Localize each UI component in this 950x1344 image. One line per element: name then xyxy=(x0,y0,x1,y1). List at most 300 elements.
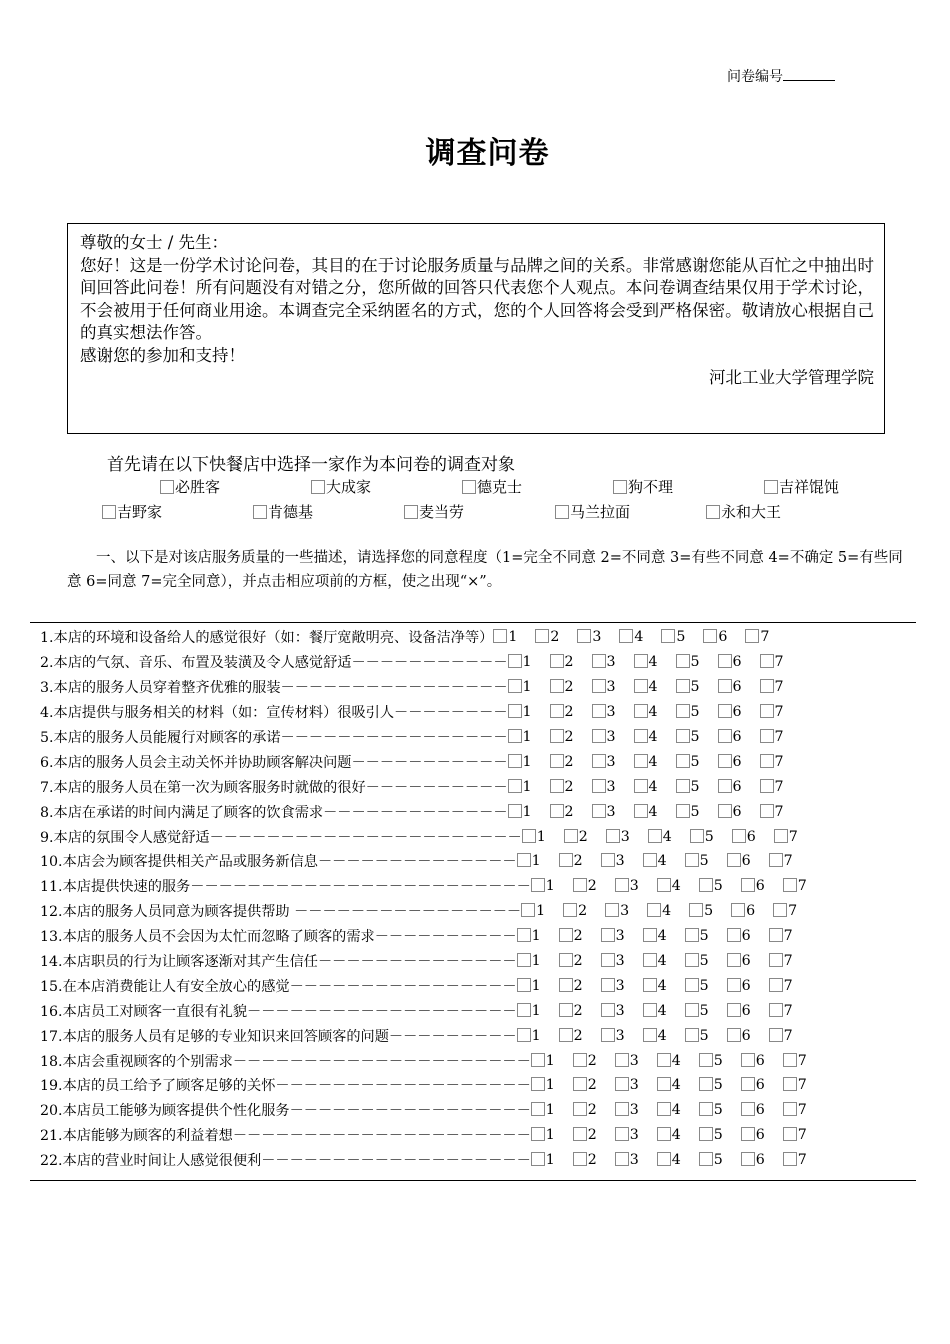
checkbox[interactable] xyxy=(573,1053,587,1067)
checkbox[interactable] xyxy=(550,754,564,768)
rating-choice[interactable] xyxy=(601,1028,643,1044)
rating-choice[interactable] xyxy=(550,704,592,720)
rating-choice[interactable] xyxy=(550,729,592,745)
restaurant-option[interactable]: 马兰拉面 xyxy=(555,501,630,522)
rating-choice[interactable] xyxy=(592,654,634,670)
checkbox[interactable] xyxy=(573,878,587,892)
rating-choice[interactable] xyxy=(643,928,685,944)
rating-choice[interactable] xyxy=(592,729,634,745)
checkbox[interactable] xyxy=(531,1152,545,1166)
checkbox[interactable] xyxy=(648,829,662,843)
rating-choice[interactable] xyxy=(573,878,615,894)
checkbox[interactable] xyxy=(643,928,657,942)
rating-choice[interactable] xyxy=(550,654,592,670)
rating-choice[interactable] xyxy=(760,804,802,820)
rating-choice[interactable] xyxy=(508,779,550,795)
rating-choice[interactable] xyxy=(564,829,606,845)
checkbox[interactable] xyxy=(573,1127,587,1141)
checkbox[interactable] xyxy=(643,1003,657,1017)
checkbox[interactable] xyxy=(615,878,629,892)
checkbox[interactable] xyxy=(685,978,699,992)
rating-choice[interactable] xyxy=(718,654,760,670)
checkbox[interactable] xyxy=(703,629,717,643)
checkbox[interactable] xyxy=(676,729,690,743)
checkbox[interactable] xyxy=(508,679,522,693)
checkbox[interactable] xyxy=(531,1127,545,1141)
rating-choice[interactable] xyxy=(517,928,559,944)
rating-choice[interactable] xyxy=(601,978,643,994)
rating-choice[interactable] xyxy=(769,853,811,869)
rating-choice[interactable] xyxy=(634,704,676,720)
checkbox[interactable] xyxy=(559,953,573,967)
checkbox[interactable] xyxy=(773,903,787,917)
rating-choice[interactable] xyxy=(592,804,634,820)
rating-choice[interactable] xyxy=(559,978,601,994)
checkbox[interactable] xyxy=(718,754,732,768)
checkbox[interactable] xyxy=(676,804,690,818)
rating-choice[interactable] xyxy=(783,1152,825,1168)
checkbox[interactable] xyxy=(727,978,741,992)
checkbox[interactable] xyxy=(522,829,536,843)
rating-choice[interactable] xyxy=(760,754,802,770)
rating-choice[interactable] xyxy=(676,679,718,695)
rating-choice[interactable] xyxy=(685,953,727,969)
rating-choice[interactable] xyxy=(727,978,769,994)
rating-choice[interactable] xyxy=(676,654,718,670)
rating-choice[interactable] xyxy=(550,679,592,695)
checkbox[interactable] xyxy=(508,704,522,718)
checkbox[interactable] xyxy=(685,1003,699,1017)
rating-choice[interactable] xyxy=(531,1053,573,1069)
rating-choice[interactable] xyxy=(615,878,657,894)
rating-choice[interactable] xyxy=(550,804,592,820)
checkbox[interactable] xyxy=(643,953,657,967)
rating-choice[interactable] xyxy=(741,1127,783,1143)
rating-choice[interactable] xyxy=(741,1053,783,1069)
rating-choice[interactable] xyxy=(634,779,676,795)
checkbox[interactable] xyxy=(592,704,606,718)
rating-choice[interactable] xyxy=(573,1077,615,1093)
rating-choice[interactable] xyxy=(517,978,559,994)
rating-choice[interactable] xyxy=(619,629,661,645)
rating-choice[interactable] xyxy=(508,704,550,720)
rating-choice[interactable] xyxy=(727,1028,769,1044)
checkbox[interactable] xyxy=(573,1077,587,1091)
checkbox[interactable] xyxy=(657,1152,671,1166)
checkbox[interactable] xyxy=(699,1152,713,1166)
checkbox[interactable] xyxy=(573,1152,587,1166)
checkbox[interactable] xyxy=(741,1077,755,1091)
rating-choice[interactable] xyxy=(601,1003,643,1019)
checkbox[interactable] xyxy=(531,878,545,892)
checkbox[interactable] xyxy=(657,1053,671,1067)
rating-choice[interactable] xyxy=(563,903,605,919)
rating-choice[interactable] xyxy=(783,1127,825,1143)
checkbox[interactable] xyxy=(769,953,783,967)
rating-choice[interactable] xyxy=(550,779,592,795)
checkbox[interactable] xyxy=(577,629,591,643)
checkbox[interactable] xyxy=(769,853,783,867)
rating-choice[interactable] xyxy=(741,1152,783,1168)
rating-choice[interactable] xyxy=(592,779,634,795)
rating-choice[interactable] xyxy=(601,853,643,869)
restaurant-option[interactable]: 大成家 xyxy=(311,476,371,497)
checkbox[interactable] xyxy=(592,729,606,743)
checkbox[interactable] xyxy=(676,779,690,793)
rating-choice[interactable] xyxy=(657,1077,699,1093)
rating-choice[interactable] xyxy=(661,629,703,645)
rating-choice[interactable] xyxy=(531,1127,573,1143)
checkbox[interactable] xyxy=(508,654,522,668)
rating-choice[interactable] xyxy=(634,754,676,770)
rating-choice[interactable] xyxy=(615,1127,657,1143)
rating-choice[interactable] xyxy=(648,829,690,845)
restaurant-option[interactable]: 吉祥馄饨 xyxy=(764,476,839,497)
rating-choice[interactable] xyxy=(699,878,741,894)
checkbox[interactable] xyxy=(615,1102,629,1116)
rating-choice[interactable] xyxy=(760,779,802,795)
rating-choice[interactable] xyxy=(531,878,573,894)
rating-choice[interactable] xyxy=(573,1053,615,1069)
rating-choice[interactable] xyxy=(676,804,718,820)
rating-choice[interactable] xyxy=(508,679,550,695)
checkbox[interactable] xyxy=(601,953,615,967)
checkbox[interactable] xyxy=(592,679,606,693)
rating-choice[interactable] xyxy=(760,729,802,745)
checkbox[interactable] xyxy=(783,1152,797,1166)
checkbox[interactable] xyxy=(531,1053,545,1067)
rating-choice[interactable] xyxy=(760,704,802,720)
checkbox[interactable] xyxy=(634,729,648,743)
checkbox[interactable] xyxy=(699,1077,713,1091)
checkbox[interactable] xyxy=(643,1028,657,1042)
checkbox[interactable] xyxy=(745,629,759,643)
checkbox[interactable] xyxy=(741,878,755,892)
rating-choice[interactable] xyxy=(647,903,689,919)
rating-choice[interactable] xyxy=(643,953,685,969)
checkbox[interactable] xyxy=(634,704,648,718)
checkbox[interactable] xyxy=(783,1053,797,1067)
checkbox[interactable] xyxy=(601,1028,615,1042)
checkbox[interactable] xyxy=(559,1003,573,1017)
rating-choice[interactable] xyxy=(657,1127,699,1143)
checkbox[interactable] xyxy=(550,804,564,818)
rating-choice[interactable] xyxy=(573,1127,615,1143)
checkbox[interactable] xyxy=(657,878,671,892)
rating-choice[interactable] xyxy=(559,928,601,944)
rating-choice[interactable] xyxy=(634,729,676,745)
rating-choice[interactable] xyxy=(690,829,732,845)
checkbox[interactable] xyxy=(563,903,577,917)
checkbox[interactable] xyxy=(769,978,783,992)
checkbox[interactable] xyxy=(760,754,774,768)
checkbox[interactable] xyxy=(531,1102,545,1116)
rating-choice[interactable] xyxy=(559,1003,601,1019)
checkbox[interactable] xyxy=(699,1053,713,1067)
checkbox[interactable] xyxy=(559,853,573,867)
checkbox[interactable] xyxy=(619,629,633,643)
checkbox[interactable] xyxy=(531,1077,545,1091)
rating-choice[interactable] xyxy=(508,804,550,820)
checkbox[interactable] xyxy=(690,829,704,843)
checkbox[interactable] xyxy=(550,704,564,718)
rating-choice[interactable] xyxy=(769,928,811,944)
checkbox[interactable] xyxy=(550,654,564,668)
rating-choice[interactable] xyxy=(685,853,727,869)
checkbox[interactable] xyxy=(634,804,648,818)
rating-choice[interactable] xyxy=(718,804,760,820)
checkbox[interactable] xyxy=(741,1127,755,1141)
checkbox[interactable] xyxy=(676,679,690,693)
checkbox[interactable] xyxy=(699,1127,713,1141)
checkbox[interactable] xyxy=(517,1028,531,1042)
restaurant-option[interactable]: 德克士 xyxy=(462,476,522,497)
checkbox[interactable] xyxy=(718,654,732,668)
rating-choice[interactable] xyxy=(699,1152,741,1168)
questionnaire-number-field[interactable] xyxy=(783,68,835,81)
rating-choice[interactable] xyxy=(783,1077,825,1093)
rating-choice[interactable] xyxy=(731,903,773,919)
checkbox[interactable] xyxy=(783,1127,797,1141)
checkbox[interactable] xyxy=(508,729,522,743)
rating-choice[interactable] xyxy=(508,729,550,745)
rating-choice[interactable] xyxy=(657,1102,699,1118)
rating-choice[interactable] xyxy=(573,1152,615,1168)
rating-choice[interactable] xyxy=(550,754,592,770)
checkbox[interactable] xyxy=(689,903,703,917)
checkbox[interactable] xyxy=(741,1152,755,1166)
rating-choice[interactable] xyxy=(657,1152,699,1168)
checkbox[interactable] xyxy=(615,1127,629,1141)
rating-choice[interactable] xyxy=(531,1102,573,1118)
rating-choice[interactable] xyxy=(685,978,727,994)
rating-choice[interactable] xyxy=(559,953,601,969)
rating-choice[interactable] xyxy=(615,1077,657,1093)
rating-choice[interactable] xyxy=(643,978,685,994)
rating-choice[interactable] xyxy=(769,1028,811,1044)
rating-choice[interactable] xyxy=(517,853,559,869)
rating-choice[interactable] xyxy=(685,1028,727,1044)
rating-choice[interactable] xyxy=(531,1152,573,1168)
rating-choice[interactable] xyxy=(643,853,685,869)
checkbox[interactable] xyxy=(760,804,774,818)
rating-choice[interactable] xyxy=(783,1102,825,1118)
checkbox[interactable] xyxy=(774,829,788,843)
rating-choice[interactable] xyxy=(741,1102,783,1118)
checkbox[interactable] xyxy=(647,903,661,917)
restaurant-option[interactable]: 狗不理 xyxy=(613,476,673,497)
checkbox[interactable] xyxy=(657,1077,671,1091)
rating-choice[interactable] xyxy=(727,953,769,969)
checkbox[interactable] xyxy=(550,679,564,693)
rating-choice[interactable] xyxy=(559,1028,601,1044)
rating-choice[interactable] xyxy=(592,704,634,720)
checkbox[interactable] xyxy=(613,480,627,494)
rating-choice[interactable] xyxy=(727,1003,769,1019)
rating-choice[interactable] xyxy=(605,903,647,919)
checkbox[interactable] xyxy=(732,829,746,843)
checkbox[interactable] xyxy=(634,754,648,768)
checkbox[interactable] xyxy=(559,978,573,992)
restaurant-option[interactable]: 必胜客 xyxy=(160,476,220,497)
rating-choice[interactable] xyxy=(685,928,727,944)
checkbox[interactable] xyxy=(634,654,648,668)
rating-choice[interactable] xyxy=(676,729,718,745)
checkbox[interactable] xyxy=(555,505,569,519)
checkbox[interactable] xyxy=(718,679,732,693)
checkbox[interactable] xyxy=(727,1028,741,1042)
checkbox[interactable] xyxy=(605,903,619,917)
checkbox[interactable] xyxy=(760,704,774,718)
checkbox[interactable] xyxy=(727,853,741,867)
checkbox[interactable] xyxy=(517,928,531,942)
checkbox[interactable] xyxy=(493,629,507,643)
checkbox[interactable] xyxy=(718,729,732,743)
checkbox[interactable] xyxy=(253,505,267,519)
checkbox[interactable] xyxy=(769,1003,783,1017)
checkbox[interactable] xyxy=(508,779,522,793)
checkbox[interactable] xyxy=(685,928,699,942)
rating-choice[interactable] xyxy=(676,704,718,720)
rating-choice[interactable] xyxy=(559,853,601,869)
checkbox[interactable] xyxy=(741,1102,755,1116)
checkbox[interactable] xyxy=(685,1028,699,1042)
checkbox[interactable] xyxy=(550,779,564,793)
rating-choice[interactable] xyxy=(783,878,825,894)
checkbox[interactable] xyxy=(592,754,606,768)
rating-choice[interactable] xyxy=(601,953,643,969)
checkbox[interactable] xyxy=(764,480,778,494)
rating-choice[interactable] xyxy=(718,679,760,695)
rating-choice[interactable] xyxy=(517,953,559,969)
rating-choice[interactable] xyxy=(689,903,731,919)
rating-choice[interactable] xyxy=(508,654,550,670)
rating-choice[interactable] xyxy=(531,1077,573,1093)
rating-choice[interactable] xyxy=(573,1102,615,1118)
checkbox[interactable] xyxy=(517,1003,531,1017)
checkbox[interactable] xyxy=(769,1028,783,1042)
rating-choice[interactable] xyxy=(741,878,783,894)
rating-choice[interactable] xyxy=(773,903,815,919)
checkbox[interactable] xyxy=(657,1102,671,1116)
rating-choice[interactable] xyxy=(769,1003,811,1019)
checkbox[interactable] xyxy=(564,829,578,843)
rating-choice[interactable] xyxy=(727,928,769,944)
checkbox[interactable] xyxy=(634,679,648,693)
rating-choice[interactable] xyxy=(522,829,564,845)
checkbox[interactable] xyxy=(615,1077,629,1091)
checkbox[interactable] xyxy=(727,953,741,967)
checkbox[interactable] xyxy=(718,804,732,818)
rating-choice[interactable] xyxy=(615,1102,657,1118)
restaurant-option[interactable]: 永和大王 xyxy=(706,501,781,522)
rating-choice[interactable] xyxy=(745,629,787,645)
checkbox[interactable] xyxy=(718,779,732,793)
rating-choice[interactable] xyxy=(676,779,718,795)
checkbox[interactable] xyxy=(760,779,774,793)
rating-choice[interactable] xyxy=(577,629,619,645)
checkbox[interactable] xyxy=(311,480,325,494)
rating-choice[interactable] xyxy=(493,629,535,645)
checkbox[interactable] xyxy=(573,1102,587,1116)
checkbox[interactable] xyxy=(783,1077,797,1091)
checkbox[interactable] xyxy=(601,978,615,992)
checkbox[interactable] xyxy=(685,953,699,967)
checkbox[interactable] xyxy=(601,1003,615,1017)
rating-choice[interactable] xyxy=(718,779,760,795)
checkbox[interactable] xyxy=(661,629,675,643)
checkbox[interactable] xyxy=(769,928,783,942)
checkbox[interactable] xyxy=(760,679,774,693)
rating-choice[interactable] xyxy=(774,829,816,845)
rating-choice[interactable] xyxy=(741,1077,783,1093)
rating-choice[interactable] xyxy=(634,804,676,820)
checkbox[interactable] xyxy=(592,654,606,668)
restaurant-option[interactable]: 肯德基 xyxy=(253,501,313,522)
rating-choice[interactable] xyxy=(699,1127,741,1143)
rating-choice[interactable] xyxy=(699,1077,741,1093)
checkbox[interactable] xyxy=(699,878,713,892)
checkbox[interactable] xyxy=(727,928,741,942)
checkbox[interactable] xyxy=(676,704,690,718)
rating-choice[interactable] xyxy=(760,679,802,695)
rating-choice[interactable] xyxy=(685,1003,727,1019)
checkbox[interactable] xyxy=(517,978,531,992)
rating-choice[interactable] xyxy=(517,1028,559,1044)
rating-choice[interactable] xyxy=(699,1102,741,1118)
rating-choice[interactable] xyxy=(592,679,634,695)
rating-choice[interactable] xyxy=(517,1003,559,1019)
rating-choice[interactable] xyxy=(521,903,563,919)
rating-choice[interactable] xyxy=(718,704,760,720)
checkbox[interactable] xyxy=(508,804,522,818)
restaurant-option[interactable]: 吉野家 xyxy=(102,501,162,522)
rating-choice[interactable] xyxy=(535,629,577,645)
checkbox[interactable] xyxy=(521,903,535,917)
checkbox[interactable] xyxy=(718,704,732,718)
rating-choice[interactable] xyxy=(592,754,634,770)
rating-choice[interactable] xyxy=(643,1028,685,1044)
rating-choice[interactable] xyxy=(718,754,760,770)
checkbox[interactable] xyxy=(535,629,549,643)
checkbox[interactable] xyxy=(606,829,620,843)
checkbox[interactable] xyxy=(160,480,174,494)
rating-choice[interactable] xyxy=(703,629,745,645)
rating-choice[interactable] xyxy=(508,754,550,770)
checkbox[interactable] xyxy=(601,853,615,867)
rating-choice[interactable] xyxy=(676,754,718,770)
rating-choice[interactable] xyxy=(606,829,648,845)
checkbox[interactable] xyxy=(592,804,606,818)
rating-choice[interactable] xyxy=(732,829,774,845)
checkbox[interactable] xyxy=(517,853,531,867)
rating-choice[interactable] xyxy=(783,1053,825,1069)
checkbox[interactable] xyxy=(615,1152,629,1166)
rating-choice[interactable] xyxy=(718,729,760,745)
rating-choice[interactable] xyxy=(727,853,769,869)
rating-choice[interactable] xyxy=(601,928,643,944)
checkbox[interactable] xyxy=(550,729,564,743)
checkbox[interactable] xyxy=(508,754,522,768)
rating-choice[interactable] xyxy=(657,878,699,894)
checkbox[interactable] xyxy=(760,729,774,743)
rating-choice[interactable] xyxy=(699,1053,741,1069)
rating-choice[interactable] xyxy=(769,978,811,994)
checkbox[interactable] xyxy=(634,779,648,793)
rating-choice[interactable] xyxy=(769,953,811,969)
checkbox[interactable] xyxy=(685,853,699,867)
rating-choice[interactable] xyxy=(657,1053,699,1069)
